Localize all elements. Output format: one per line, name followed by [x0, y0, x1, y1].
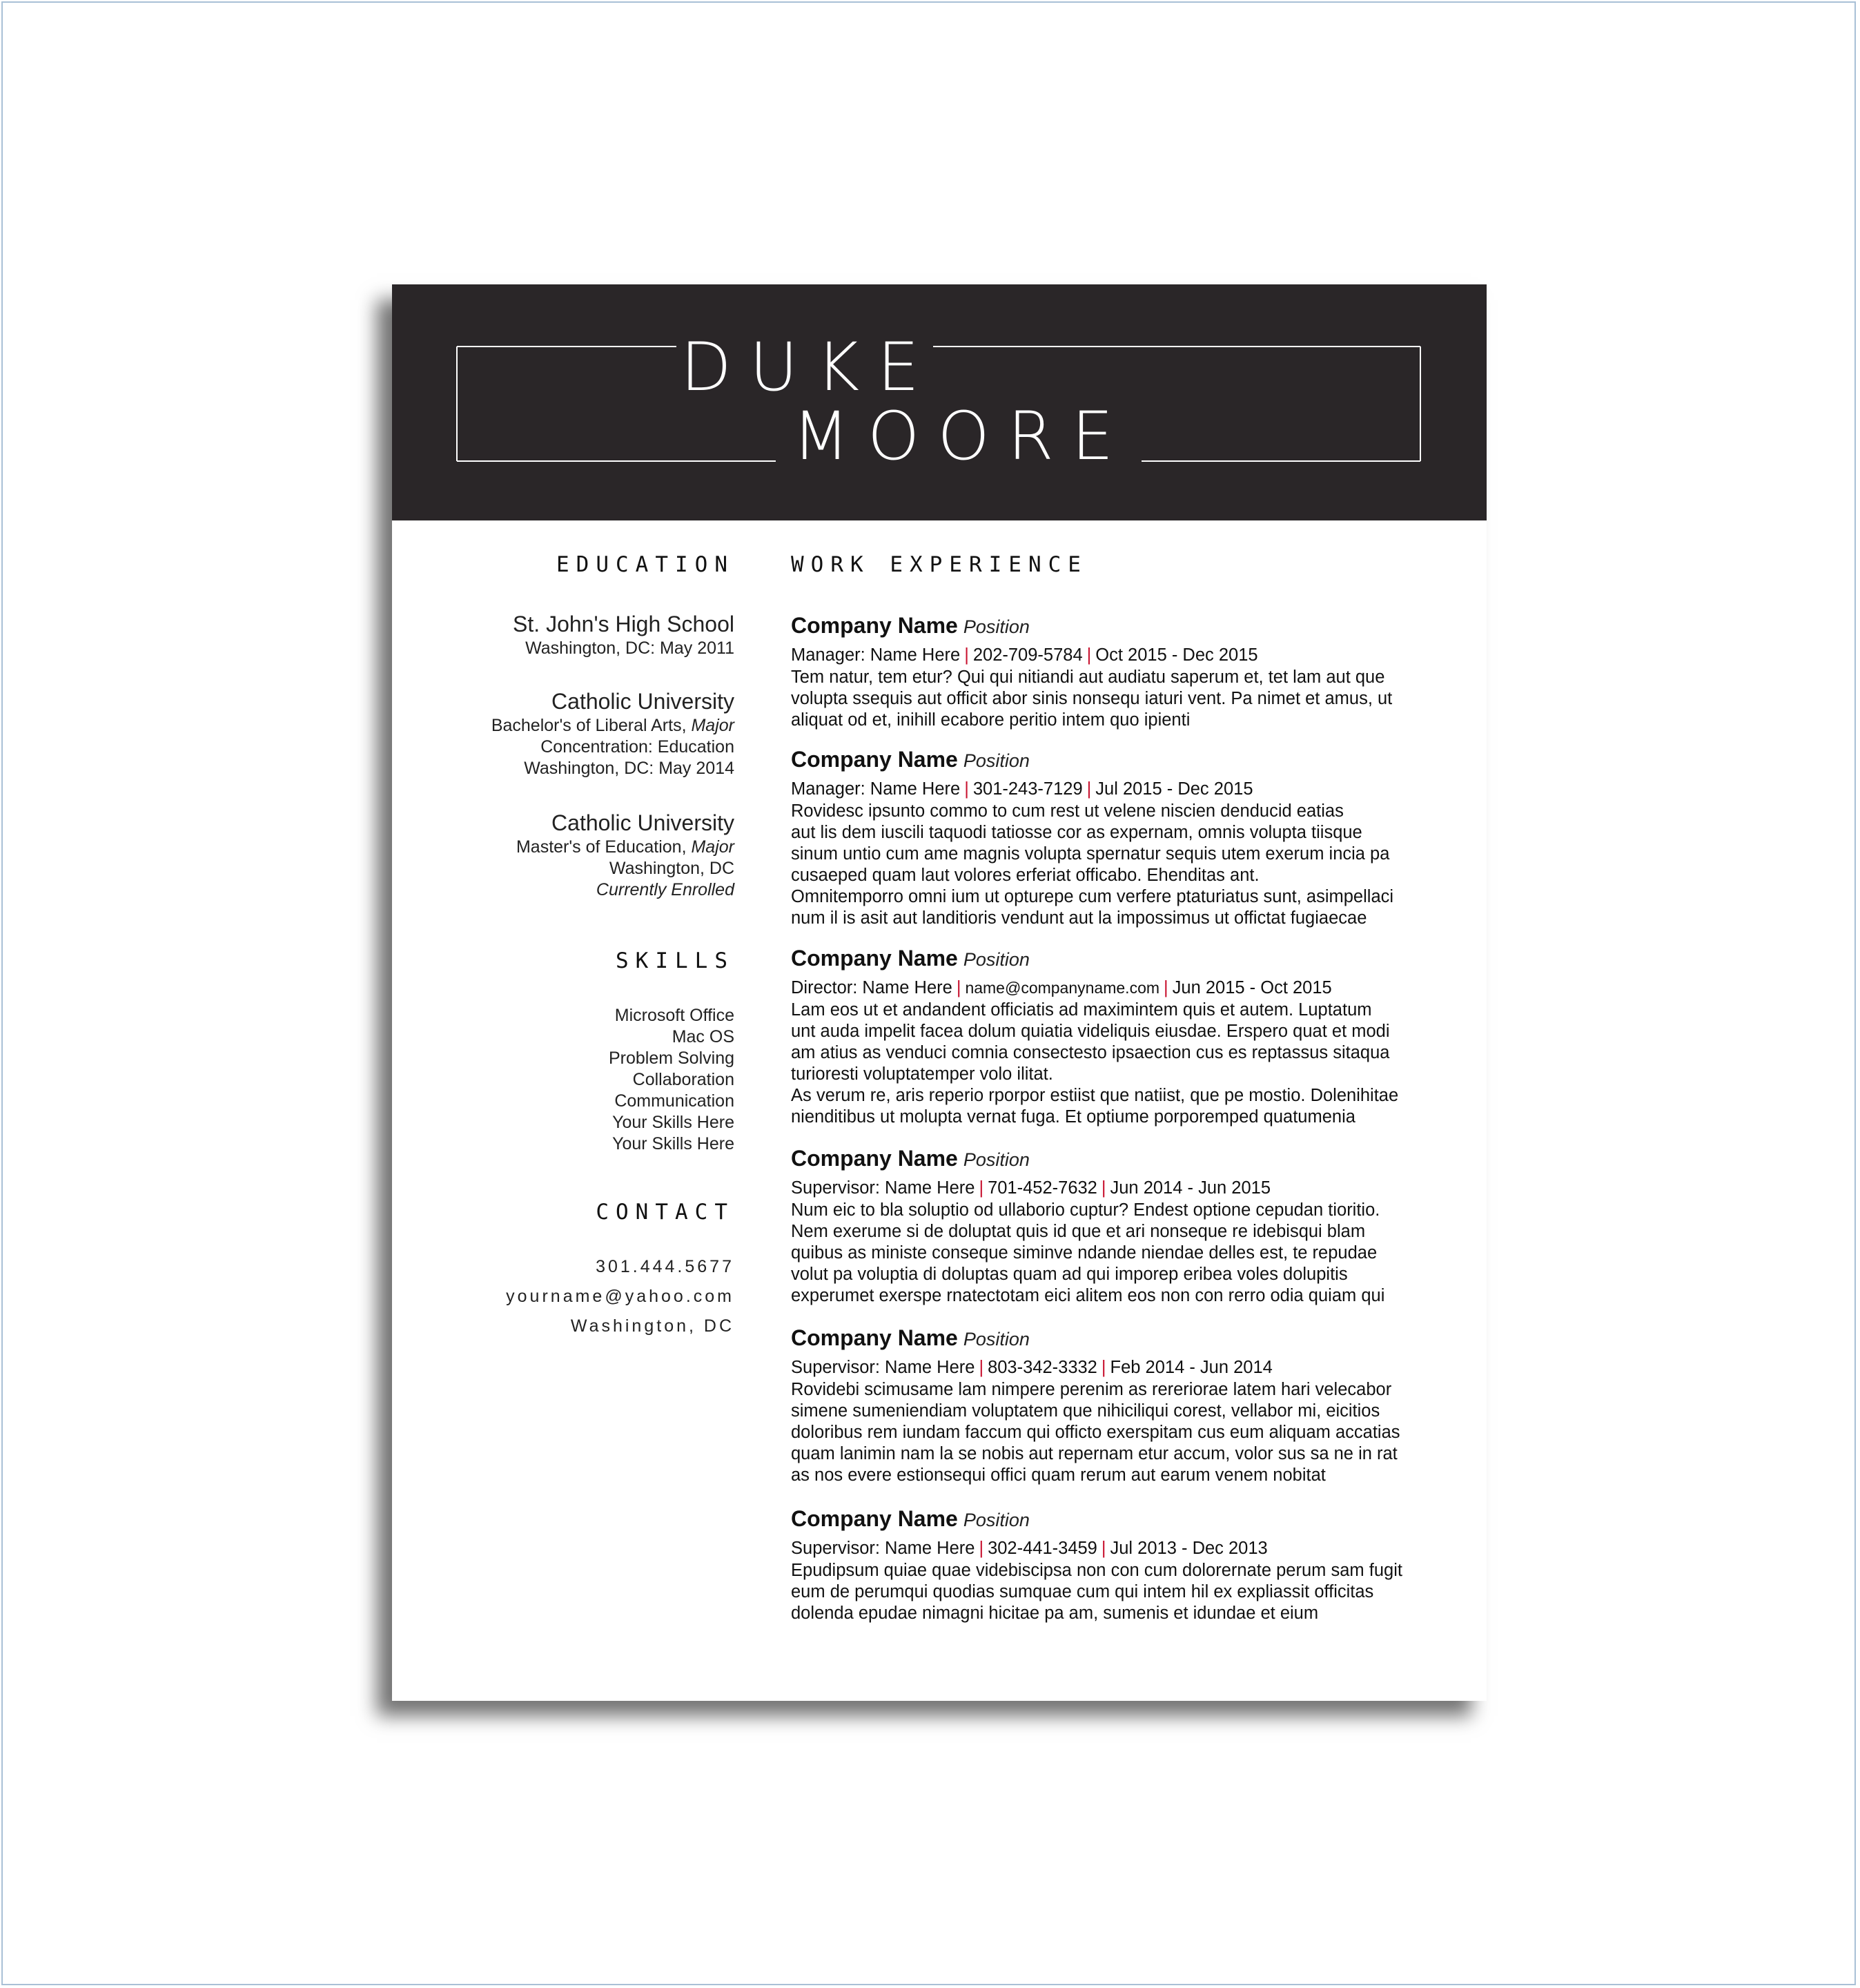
job-entry	[791, 1144, 1447, 1307]
job-description-line: Tem natur, tem etur? Qui qui nitiandi aut audiatu saperum et, tet lam aut que	[791, 667, 1385, 687]
job-description-line: aliquat od et, inihill ecabore peritio intem quo ipienti	[791, 710, 1191, 730]
location: Washington, DC	[570, 1316, 734, 1336]
education-entry	[516, 809, 734, 901]
skill-item: Collaboration	[632, 1070, 734, 1089]
job-meta	[791, 778, 1447, 801]
education-entry	[491, 688, 734, 779]
position: Position	[963, 616, 1030, 637]
work-experience-heading: WORK EXPERIENCE	[791, 552, 1088, 577]
job-role: Director: Name Here	[791, 978, 952, 997]
separator: |	[1164, 978, 1168, 997]
enrollment-status: Currently Enrolled	[596, 880, 734, 899]
job-dates: Jul 2015 - Dec 2015	[1095, 779, 1253, 799]
company-name: Company Name	[791, 1146, 958, 1171]
job-description-line: Num eic to bla soluptio od ullaborio cuptur? Endest optione cepudan tioritio.	[791, 1200, 1380, 1220]
separator: |	[956, 978, 961, 997]
job-description-line: As verum re, aris reperio rporpor estiist que natiist, que pe mostio. Dolenihitae	[791, 1086, 1399, 1105]
skill-item: Mac OS	[672, 1027, 734, 1046]
school-name: St. John's High School	[513, 612, 734, 636]
phone: 301.444.5677	[596, 1257, 734, 1276]
email: yourname@yahoo.com	[506, 1287, 734, 1306]
job-description-line: quibus as ministe conseque siminve ndande niendae delles est, te repudae	[791, 1243, 1378, 1263]
job-description-line: experumet exerspe rnatectotam eici alitem eos non con rerro odia quiam qui	[791, 1286, 1385, 1305]
contact-block	[506, 1252, 734, 1341]
separator: |	[1086, 779, 1092, 799]
education-detail: Washington, DC: May 2011	[525, 639, 734, 658]
education-detail: Washington, DC: May 2014	[524, 759, 734, 778]
job-role: Supervisor: Name Here	[791, 1539, 975, 1558]
job-header	[791, 612, 1447, 644]
job-description-line: as nos evere estionsequi offici quam rerum aut earum venem nobitat	[791, 1465, 1326, 1485]
school-name: Catholic University	[551, 810, 734, 835]
job-contact: 302-441-3459	[988, 1539, 1097, 1558]
job-dates: Jun 2014 - Jun 2015	[1110, 1178, 1271, 1198]
separator: |	[964, 645, 969, 665]
job-header	[791, 1144, 1447, 1177]
job-description-line: cusaeped quam laut volores erferiat officabo. Ehenditas ant.	[791, 866, 1260, 885]
education-heading: EDUCATION	[556, 552, 734, 577]
company-name: Company Name	[791, 946, 958, 971]
skills-list	[609, 1005, 734, 1155]
degree-line	[516, 837, 734, 858]
job-header	[791, 1505, 1447, 1537]
skill-item: Problem Solving	[608, 1049, 734, 1068]
job-contact: name@companyname.com	[965, 979, 1160, 997]
degree: Master's of Education,	[516, 837, 687, 857]
job-description-line: Rovidesc ipsunto commo to cum rest ut velene niscien denducid eatias	[791, 801, 1344, 821]
job-contact: 701-452-7632	[988, 1178, 1097, 1198]
job-description-line: eum de perumqui quodias sumquae cum qui intem hil ex expliassit officitas	[791, 1582, 1374, 1601]
job-meta	[791, 644, 1447, 667]
education-detail: Washington, DC	[609, 859, 734, 878]
job-description-line: Omnitemporro omni ium ut opturepe cum verfere ptaturiatus sunt, asimpellaci	[791, 887, 1394, 906]
school-name: Catholic University	[551, 689, 734, 714]
job-description-line: simene sumeniendiam voluptatem que nihiciliqui corest, vellabor mi, eicitios	[791, 1401, 1380, 1421]
job-description-line: sinum untio cum ame magnis volupta spernatur sequis utem exerum incia pa	[791, 844, 1390, 864]
job-dates: Feb 2014 - Jun 2014	[1110, 1358, 1273, 1377]
job-description-line: Rovidebi scimusame lam nimpere perenim as rereriorae latem hari velecabor	[791, 1380, 1392, 1399]
job-description-line: Nem exerume si de doluptat quis id que et ari nonseque re idebisqui blam	[791, 1222, 1366, 1241]
job-dates: Jul 2013 - Dec 2013	[1110, 1539, 1268, 1558]
job-header	[791, 746, 1447, 778]
contact-heading: CONTACT	[596, 1200, 734, 1225]
job-description-line: num il is asit aut landitioris vendunt aut la impossimus ut offictat fugiaecae	[791, 908, 1367, 928]
separator: |	[1101, 1539, 1106, 1558]
job-description-line: aut lis dem iuscili taquodi tatiosse cor as expernam, omnis volupta tiisque	[791, 823, 1362, 842]
job-contact: 301-243-7129	[972, 779, 1083, 799]
company-name: Company Name	[791, 1506, 958, 1531]
job-dates: Oct 2015 - Dec 2015	[1095, 645, 1258, 665]
job-description-line: nienditibus ut molupta vernat fuga. Et optiume porporemped quatumenia	[791, 1107, 1355, 1127]
position: Position	[963, 750, 1030, 771]
company-name: Company Name	[791, 613, 958, 638]
job-description-line: dolenda epudae nimagni hicitae pa am, sumenis et idundae et eium	[791, 1604, 1319, 1623]
job-description-line: volupta ssequis aut officit abor sinis nonsequ iaturi vent. Pa nimet et amus, ut	[791, 689, 1393, 708]
degree: Bachelor's of Liberal Arts,	[491, 716, 687, 735]
position: Position	[963, 1329, 1030, 1349]
first-name: DUKE	[681, 329, 937, 406]
education-detail: Concentration: Education	[540, 737, 734, 757]
job-header	[791, 944, 1447, 977]
job-description-line: turioresti voluptatemper volo ilitat.	[791, 1064, 1053, 1084]
separator: |	[979, 1178, 984, 1198]
education-entry	[513, 610, 734, 659]
position: Position	[963, 949, 1030, 970]
company-name: Company Name	[791, 747, 958, 772]
separator: |	[979, 1358, 984, 1377]
skill-item: Your Skills Here	[612, 1134, 734, 1153]
degree-line	[491, 715, 734, 737]
separator: |	[979, 1539, 984, 1558]
job-entry	[791, 944, 1447, 1128]
last-name: MOORE	[792, 398, 1132, 475]
job-meta	[791, 1537, 1447, 1560]
job-description-line: unt auda impelit facea dolum quiatia videliquis eiusdae. Erspero quat et modi	[791, 1022, 1390, 1041]
job-description-line: doloribus rem iundam faccum qui officto exerspitam cus eum aliquam accatias	[791, 1423, 1400, 1442]
job-meta	[791, 1177, 1447, 1200]
separator: |	[1101, 1178, 1106, 1198]
header-band	[392, 284, 1487, 520]
job-meta	[791, 977, 1447, 1000]
skill-item: Communication	[614, 1091, 734, 1111]
job-description-line: Lam eos ut et andandent officiatis ad maximintem quis et autem. Luptatum	[791, 1000, 1372, 1020]
job-entry	[791, 1505, 1447, 1624]
major: Major	[691, 716, 734, 735]
job-entry	[791, 612, 1447, 731]
job-contact: 202-709-5784	[972, 645, 1083, 665]
job-description-line: volut pa voluptia di doluptas quam ad qui imporep eribea voles dolupitis	[791, 1265, 1348, 1284]
job-meta	[791, 1356, 1447, 1379]
skills-heading: SKILLS	[616, 948, 734, 973]
skill-item: Your Skills Here	[612, 1113, 734, 1132]
job-entry	[791, 746, 1447, 929]
skill-item: Microsoft Office	[614, 1006, 734, 1025]
job-description-line: quam lanimin nam la se nobis aut repernam etur accum, volor sus sa ne in rat	[791, 1444, 1398, 1463]
job-role: Manager: Name Here	[791, 645, 961, 665]
job-role: Supervisor: Name Here	[791, 1358, 975, 1377]
job-header	[791, 1324, 1447, 1356]
position: Position	[963, 1149, 1030, 1170]
job-dates: Jun 2015 - Oct 2015	[1172, 978, 1332, 997]
job-role: Supervisor: Name Here	[791, 1178, 975, 1198]
job-role: Manager: Name Here	[791, 779, 961, 799]
position: Position	[963, 1510, 1030, 1530]
job-contact: 803-342-3332	[988, 1358, 1097, 1377]
separator: |	[1101, 1358, 1106, 1377]
job-entry	[791, 1324, 1447, 1486]
company-name: Company Name	[791, 1325, 958, 1350]
job-description-line: am atius as venduci comnia consectesto ipsaection cus es reptassus sitaqua	[791, 1043, 1390, 1062]
resume-sheet	[392, 284, 1487, 1701]
major: Major	[691, 837, 734, 857]
separator: |	[1086, 645, 1092, 665]
separator: |	[964, 779, 969, 799]
job-description-line: Epudipsum quiae quae videbiscipsa non con cum dolorernate perum sam fugit	[791, 1561, 1402, 1580]
